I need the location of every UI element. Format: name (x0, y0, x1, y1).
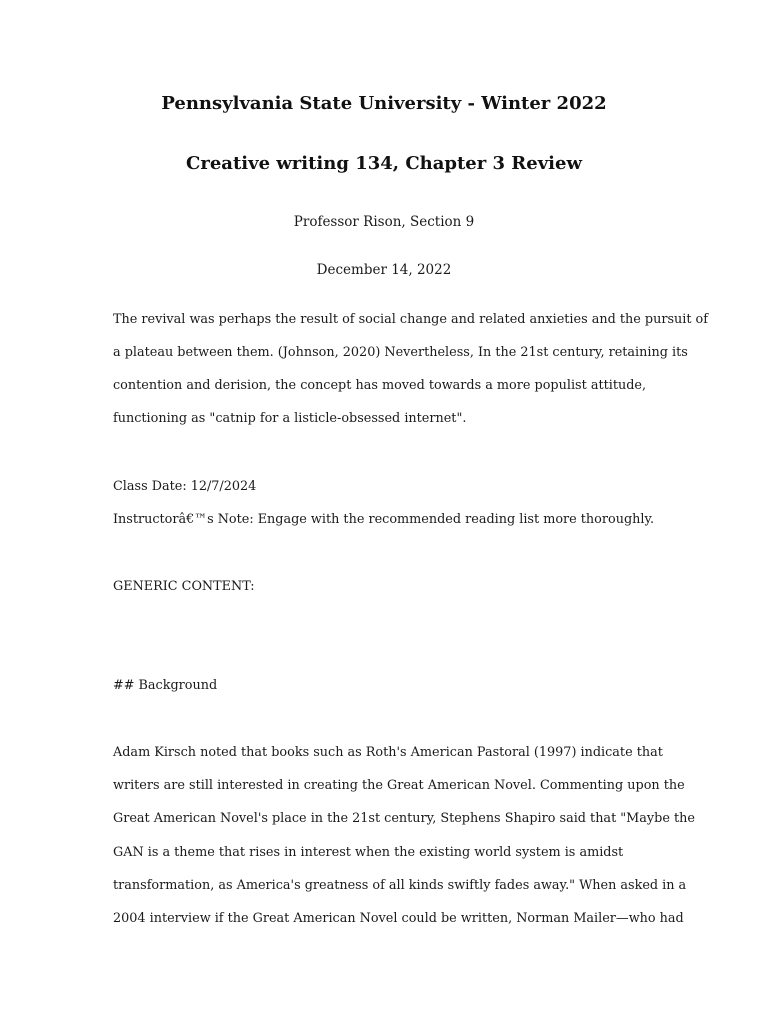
course-title: Creative writing 134, Chapter 3 Review (186, 153, 582, 174)
intro-line: contention and derision, the concept has moved towards a more populist attitude, (113, 378, 647, 393)
professor-line: Professor Rison, Section 9 (293, 214, 475, 230)
date-line: December 14, 2022 (316, 262, 452, 278)
body-line: GAN is a theme that rises in interest when the existing world system is amidst (113, 845, 624, 860)
intro-line: functioning as "catnip for a listicle-obsessed internet". (113, 411, 467, 426)
generic-content-label: GENERIC CONTENT: (113, 579, 255, 594)
intro-line: a plateau between them. (Johnson, 2020) Nevertheless, In the 21st century, retaining its (113, 345, 688, 360)
university-title: Pennsylvania State University - Winter 2022 (161, 93, 607, 114)
body-line: writers are still interested in creating the Great American Novel. Commenting upon the (113, 778, 685, 793)
class-date: Class Date: 12/7/2024 (113, 479, 257, 494)
intro-line: The revival was perhaps the result of social change and related anxieties and the pursuit of (113, 312, 708, 327)
instructor-note: Instructorâ€™s Note: Engage with the recommended reading list more thoroughly. (113, 512, 655, 527)
body-line: Adam Kirsch noted that books such as Roth's American Pastoral (1997) indicate that (113, 745, 663, 760)
section-heading: ## Background (113, 678, 218, 693)
body-line: 2004 interview if the Great American Novel could be written, Norman Mailer—who had (113, 911, 684, 926)
body-line: transformation, as America's greatness of all kinds swiftly fades away." When asked in a (113, 878, 687, 893)
body-line: Great American Novel's place in the 21st century, Stephens Shapiro said that "Maybe the (113, 811, 695, 826)
